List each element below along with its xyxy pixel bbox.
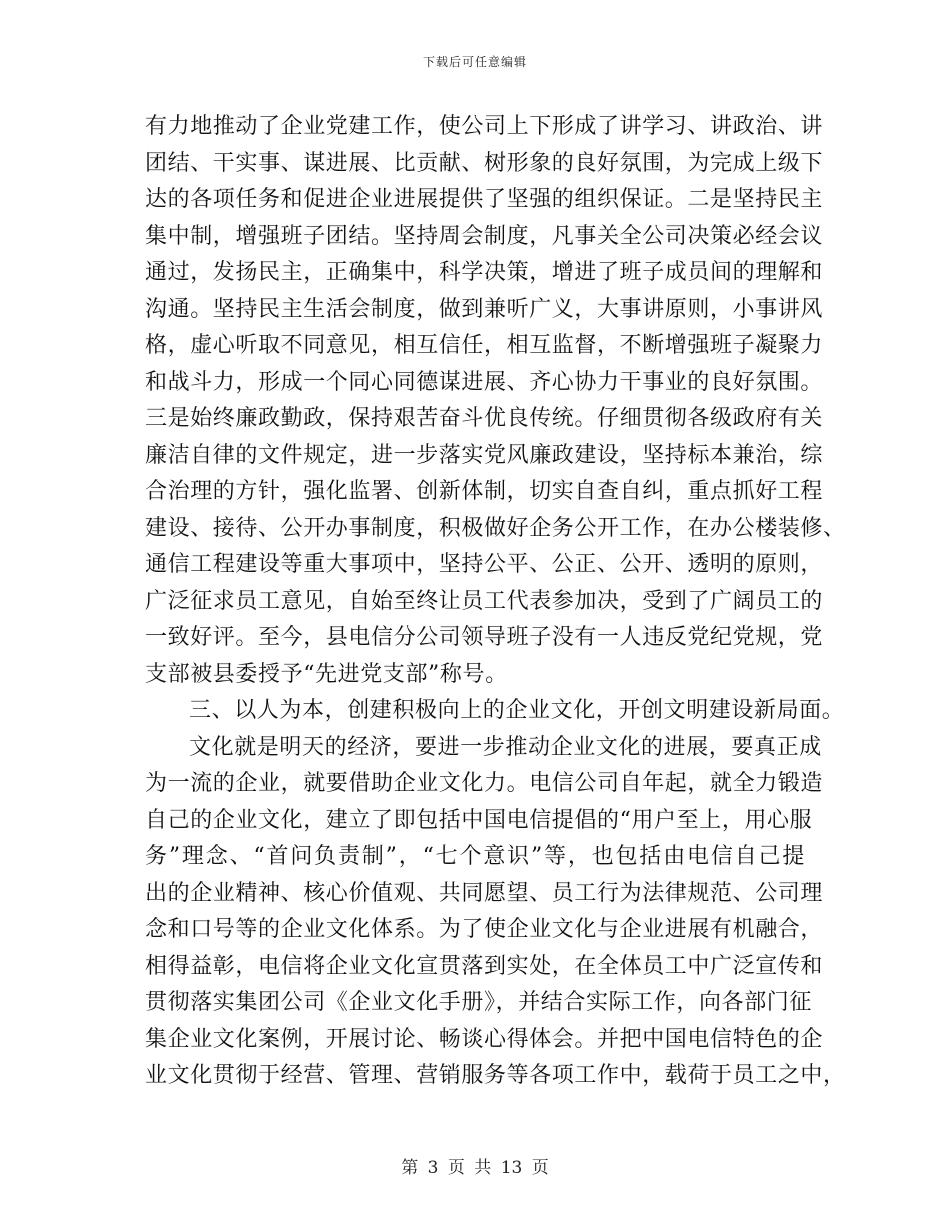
text-line: 广泛征求员工意见，自始至终让员工代表参加决，受到了广阔员工的 [145, 588, 824, 614]
text-line: 自己的企业文化，建立了即包括中国电信提倡的“用户至上，用心服 [145, 807, 813, 833]
text-line-paragraph-end: 支部被县委授予“先进党支部”称号。 [145, 661, 508, 687]
text-line: 贯彻落实集团公司《企业文化手册》，并结合实际工作，向各部门征 [145, 990, 813, 1015]
page-header: 下载后可任意编辑 [422, 55, 527, 69]
text-line: 通信工程建设等重大事项中，坚持公平、公正、公开、透明的原则， [145, 552, 824, 577]
text-line: 达的各项任务和促进企业进展提供了坚强的组织保证。二是坚持民主 [145, 187, 824, 212]
text-line: 通过，发扬民主，正确集中，科学决策，增进了班子成员间的理解和 [145, 260, 824, 285]
text-line: 廉洁自律的文件规定，进一步落实党风廉政建设，坚持标本兼治，综 [145, 442, 824, 468]
text-line: 出的企业精神、核心价值观、共同愿望、员工行为法律规范、公司理 [145, 880, 824, 906]
text-line: 团结、干实事、谋进展、比贡献、树形象的良好氛围，为完成上级下 [145, 150, 824, 176]
text-line: 业文化贯彻于经营、管理、营销服务等各项工作中，载荷于员工之中， [145, 1063, 846, 1088]
text-line: 念和口号等的企业文化体系。为了使企业文化与企业进展有机融合， [145, 917, 824, 942]
section-heading: 三、以人为本，创建积极向上的企业文化，开创文明建设新局面。 [189, 698, 845, 723]
text-line: 沟通。坚持民主生活会制度，做到兼听广义，大事讲原则，小事讲风 [145, 296, 824, 322]
text-line: 集企业文化案例，开展讨论、畅谈心得体会。并把中国电信特色的企 [145, 1026, 824, 1052]
text-line-paragraph-start: 文化就是明天的经济，要进一步推动企业文化的进展，要真正成 [189, 734, 822, 760]
text-line: 和战斗力，形成一个同心同德谋进展、齐心协力干事业的良好氛围。 [145, 369, 824, 395]
text-line: 建设、接待、公开办事制度，积极做好企务公开工作，在办公楼装修、 [145, 515, 846, 541]
text-line: 集中制，增强班子团结。坚持周会制度，凡事关全公司决策必经会议 [145, 223, 824, 249]
text-line: 格，虚心听取不同意见，相互信任，相互监督，不断增强班子凝聚力 [145, 333, 824, 358]
document-body [145, 109, 846, 1095]
text-line: 有力地推动了企业党建工作，使公司上下形成了讲学习、讲政治、讲 [145, 114, 824, 139]
text-line: 务”理念、“首问负责制”，“七个意识”等，也包括由电信自己提 [145, 844, 805, 869]
text-line: 合治理的方针，强化监署、创新体制，切实自查自纠，重点抓好工程 [145, 479, 824, 504]
text-line: 三是始终廉政勤政，保持艰苦奋斗优良传统。仔细贯彻各级政府有关 [145, 406, 824, 431]
text-line: 一致好评。至今，县电信分公司领导班子没有一人违反党纪党规，党 [145, 625, 824, 650]
text-line: 相得益彰，电信将企业文化宣贯落到实处，在全体员工中广泛宣传和 [145, 953, 824, 979]
page-footer: 第 3 页 共 13 页 [401, 1158, 549, 1178]
text-line: 为一流的企业，就要借助企业文化力。电信公司自年起，就全力锻造 [145, 771, 824, 796]
